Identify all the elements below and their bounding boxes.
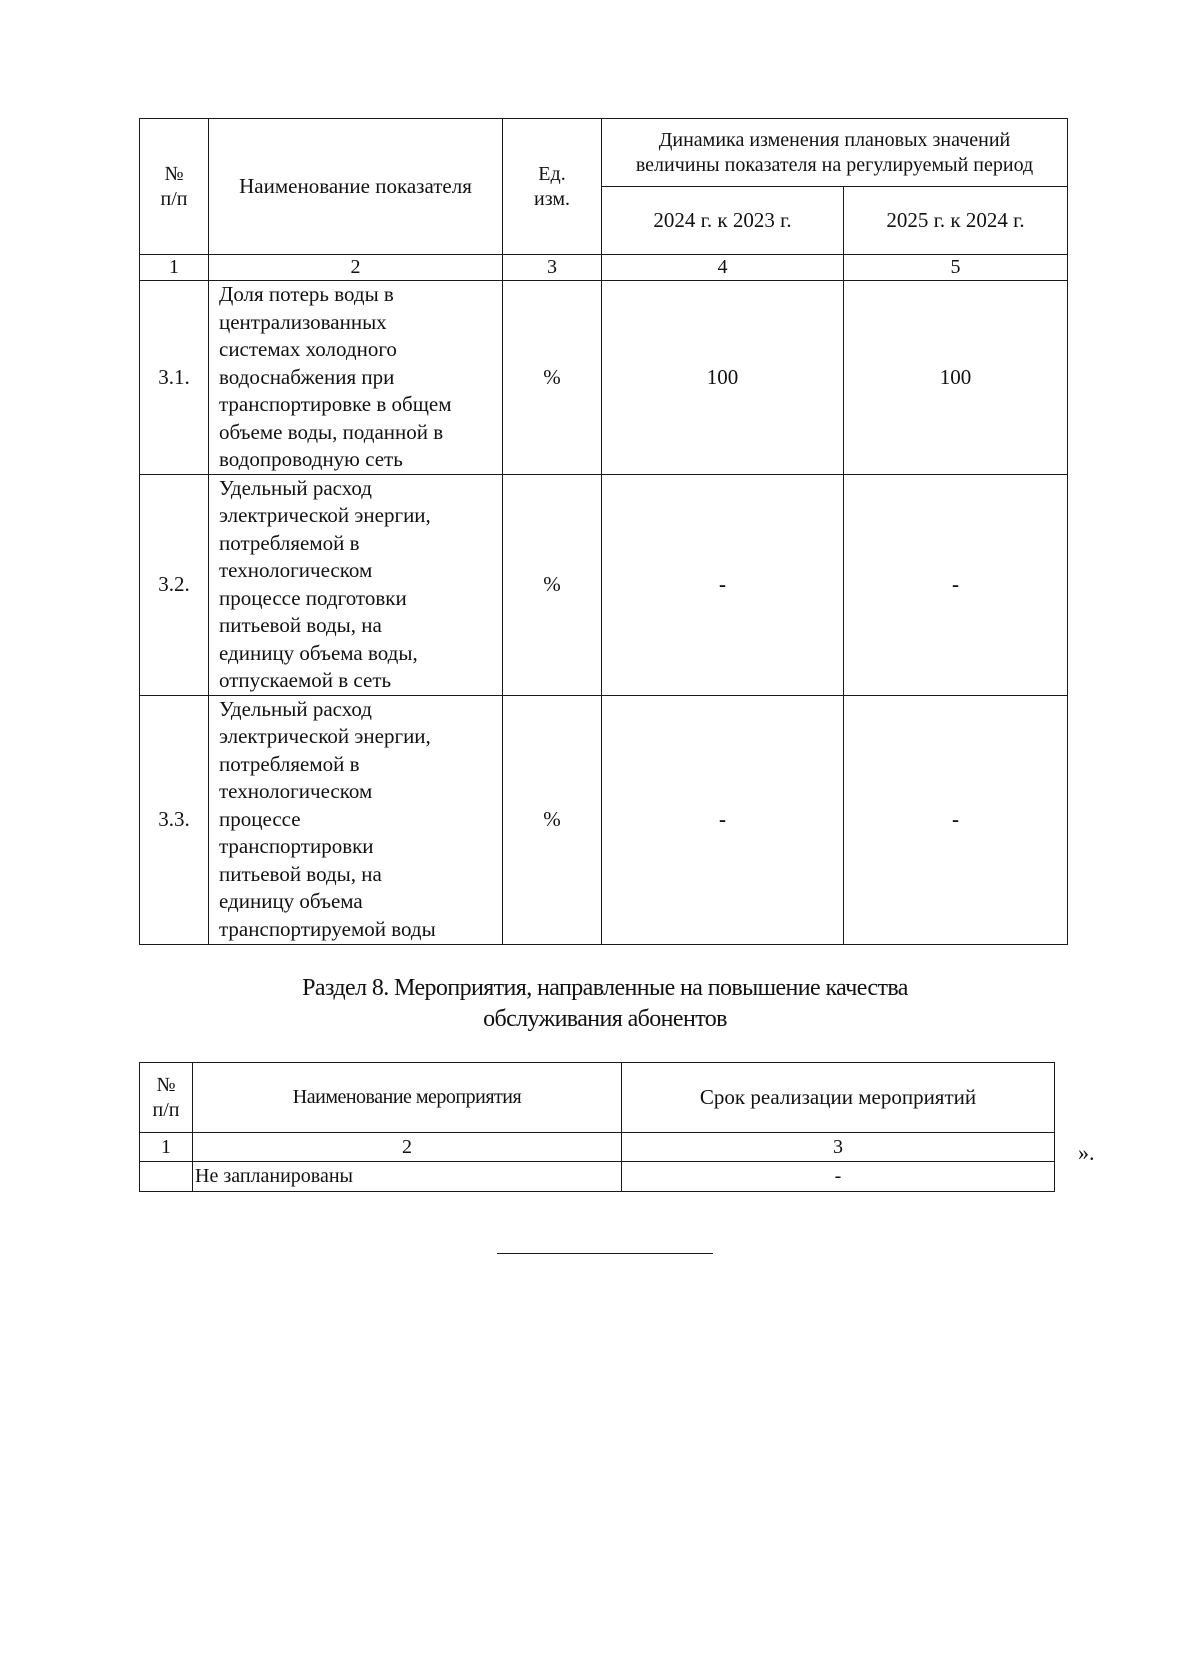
- header-period-2025: 2025 г. к 2024 г.: [844, 187, 1068, 255]
- indicator-name-line: электрической энергии,: [219, 503, 431, 527]
- indicator-name-line: отпускаемой в сеть: [219, 668, 392, 692]
- indicator-name-line: процессе подготовки: [219, 585, 407, 610]
- table-row: [140, 281, 1068, 475]
- indicator-name-line: потребляемой в: [219, 530, 360, 555]
- implementation-term: -: [622, 1162, 1055, 1192]
- measures-table: [139, 1062, 1055, 1192]
- value-2024: 100: [602, 281, 844, 475]
- indicator-name: [209, 695, 503, 944]
- header-num: [140, 119, 209, 255]
- column-number: 1: [140, 1133, 193, 1162]
- bottom-rule-divider: [497, 1253, 713, 1254]
- value-2025: 100: [844, 281, 1068, 475]
- indicator-name-line: системах холодного: [219, 337, 397, 361]
- indicator-name-line: водоснабжения при: [219, 364, 395, 389]
- header-period-2024: 2024 г. к 2023 г.: [602, 187, 844, 255]
- header-num-pp: п/п: [160, 187, 188, 210]
- indicator-name-line: транспортировки: [219, 834, 374, 858]
- header-num-sign: №: [156, 1073, 176, 1096]
- indicators-table: [139, 118, 1068, 945]
- indicator-name-line: объеме воды, поданной в: [219, 419, 444, 444]
- header-num: [140, 1063, 193, 1133]
- indicator-name-line: водопроводную сеть: [219, 447, 403, 471]
- row-number: 3.3.: [140, 695, 209, 944]
- row-number: [140, 1162, 193, 1192]
- indicator-name-line: Доля потерь воды в: [219, 282, 394, 306]
- unit-cell: %: [503, 474, 602, 695]
- section-heading: [270, 973, 940, 1035]
- indicator-name: [209, 281, 503, 475]
- indicator-name-line: питьевой воды, на: [219, 613, 382, 637]
- column-number: 2: [209, 255, 503, 281]
- header-num-sign: №: [164, 162, 184, 185]
- indicator-name-line: транспортировке в общем: [219, 392, 452, 416]
- indicator-name-line: электрической энергии,: [219, 724, 431, 748]
- value-2025: -: [844, 474, 1068, 695]
- value-2024: -: [602, 474, 844, 695]
- indicator-name-line: единицу объема воды,: [219, 640, 418, 665]
- row-number: 3.1.: [140, 281, 209, 475]
- column-number-row: [140, 1133, 1055, 1162]
- indicator-name-line: Удельный расход: [219, 696, 372, 721]
- section-heading-line1: Раздел 8. Мероприятия, направленные на повышение качества: [302, 975, 908, 1001]
- column-number: 5: [844, 255, 1068, 281]
- indicator-name-line: единицу объема: [219, 889, 363, 913]
- indicator-name-line: технологическом: [219, 558, 373, 582]
- indicator-name-line: потребляемой в: [219, 751, 360, 776]
- indicator-name-line: Удельный расход: [219, 475, 372, 500]
- row-number: 3.2.: [140, 474, 209, 695]
- column-number: 3: [503, 255, 602, 281]
- indicator-name-line: централизованных: [219, 309, 387, 334]
- table-row: [140, 695, 1068, 944]
- indicator-name-line: питьевой воды, на: [219, 861, 382, 886]
- column-number: 3: [622, 1133, 1055, 1162]
- header-indicator-name: Наименование показателя: [209, 119, 503, 255]
- section-heading-line2: обслуживания абонентов: [483, 1006, 727, 1032]
- header-measure-name: Наименование мероприятия: [193, 1063, 622, 1133]
- header-dynamics-line1: Динамика изменения плановых значений: [658, 128, 1011, 151]
- header-dynamics-line2: величины показателя на регулируемый период: [635, 153, 1034, 176]
- header-unit-line2: изм.: [534, 187, 570, 210]
- header-implementation-term: Срок реализации мероприятий: [622, 1063, 1055, 1133]
- value-2024: -: [602, 695, 844, 944]
- measure-name: Не запланированы: [193, 1162, 622, 1192]
- header-unit: [503, 119, 602, 255]
- indicator-name-line: технологическом: [219, 779, 373, 803]
- column-number: 4: [602, 255, 844, 281]
- header-num-pp: п/п: [152, 1098, 180, 1121]
- header-dynamics: [602, 119, 1068, 187]
- column-number: 1: [140, 255, 209, 281]
- column-number-row: [140, 255, 1068, 281]
- indicator-name: [209, 474, 503, 695]
- table-row: [140, 474, 1068, 695]
- value-2025: -: [844, 695, 1068, 944]
- indicator-name-line: транспортируемой воды: [219, 916, 436, 941]
- closing-quote: ».: [1078, 1140, 1095, 1165]
- indicator-name-line: процессе: [219, 806, 301, 831]
- unit-cell: %: [503, 281, 602, 475]
- column-number: 2: [193, 1133, 622, 1162]
- header-unit-line1: Ед.: [538, 162, 566, 185]
- unit-cell: %: [503, 695, 602, 944]
- table-row: [140, 1162, 1055, 1192]
